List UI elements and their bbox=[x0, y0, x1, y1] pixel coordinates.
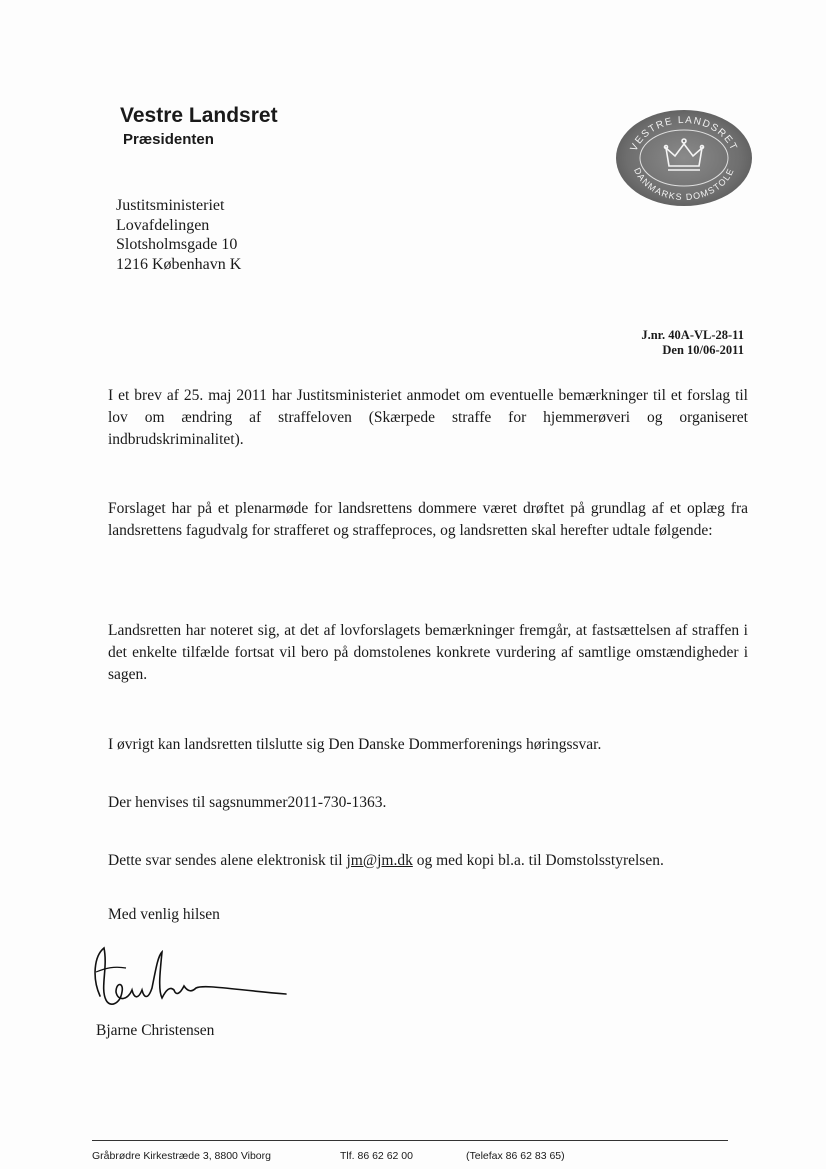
court-seal-stamp bbox=[614, 108, 754, 208]
footer-divider bbox=[92, 1140, 728, 1141]
email-link[interactable]: jm@jm.dk bbox=[346, 852, 413, 869]
letter-date: Den 10/06-2011 bbox=[662, 343, 744, 357]
body-paragraph: Der henvises til sagsnummer2011-730-1363. bbox=[108, 794, 387, 811]
footer-phone: Tlf. 86 62 62 00 bbox=[340, 1150, 413, 1162]
handwritten-signature bbox=[86, 938, 306, 1018]
text-segment: Dette svar sendes alene elektronisk til bbox=[108, 852, 347, 869]
body-paragraph: Landsretten har noteret sig, at det af lovforslagets bemærkninger fremgår, at fastsættelsen af straffen i det enkelte tilfælde fortsat vil bero på domstolenes konkrete vurdering af samtlige omstændigheder i sagen. bbox=[108, 622, 748, 683]
recipient-address bbox=[116, 196, 241, 274]
recipient-line: Justitsministeriet bbox=[116, 197, 225, 214]
body-paragraph: I et brev af 25. maj 2011 har Justitsministeriet anmodet om eventuelle bemærkninger til et forslag til lov om ændring af straffeloven (Skærpede straffe for hjemmerøveri og organiseret indbrudskriminalitet). bbox=[108, 387, 748, 448]
journal-number: J.nr. 40A-VL-28-11 bbox=[641, 328, 744, 342]
footer-address: Gråbrødre Kirkestræde 3, 8800 Viborg bbox=[92, 1150, 271, 1162]
body-paragraph bbox=[108, 850, 748, 872]
recipient-line: 1216 København K bbox=[116, 255, 242, 273]
seal-top-text: VESTRE LANDSRET bbox=[628, 114, 740, 154]
court-name: Vestre Landsret bbox=[120, 104, 278, 127]
text-segment: og med kopi bl.a. til Domstolsstyrelsen. bbox=[412, 852, 664, 869]
recipient-line: Lovafdelingen bbox=[116, 216, 210, 234]
body-paragraph: I øvrigt kan landsretten tilslutte sig Den Danske Dommerforenings høringssvar. bbox=[108, 736, 602, 753]
recipient-line: Slotsholmsgade 10 bbox=[116, 236, 238, 253]
reference-block bbox=[641, 328, 744, 358]
office-title: Præsidenten bbox=[123, 131, 214, 148]
body-paragraph: Forslaget har på et plenarmøde for landsrettens dommere været drøftet på grundlag af et oplæg fra landsrettens fagudvalg for strafferet og straffeproces, og landsretten skal herefter udtale følgende: bbox=[108, 500, 748, 539]
closing-salutation: Med venlig hilsen bbox=[108, 906, 220, 923]
signer-name: Bjarne Christensen bbox=[96, 1022, 215, 1039]
footer-fax: (Telefax 86 62 83 65) bbox=[466, 1150, 565, 1162]
seal-bottom-text: DANMARKS DOMSTOLE bbox=[632, 166, 736, 203]
